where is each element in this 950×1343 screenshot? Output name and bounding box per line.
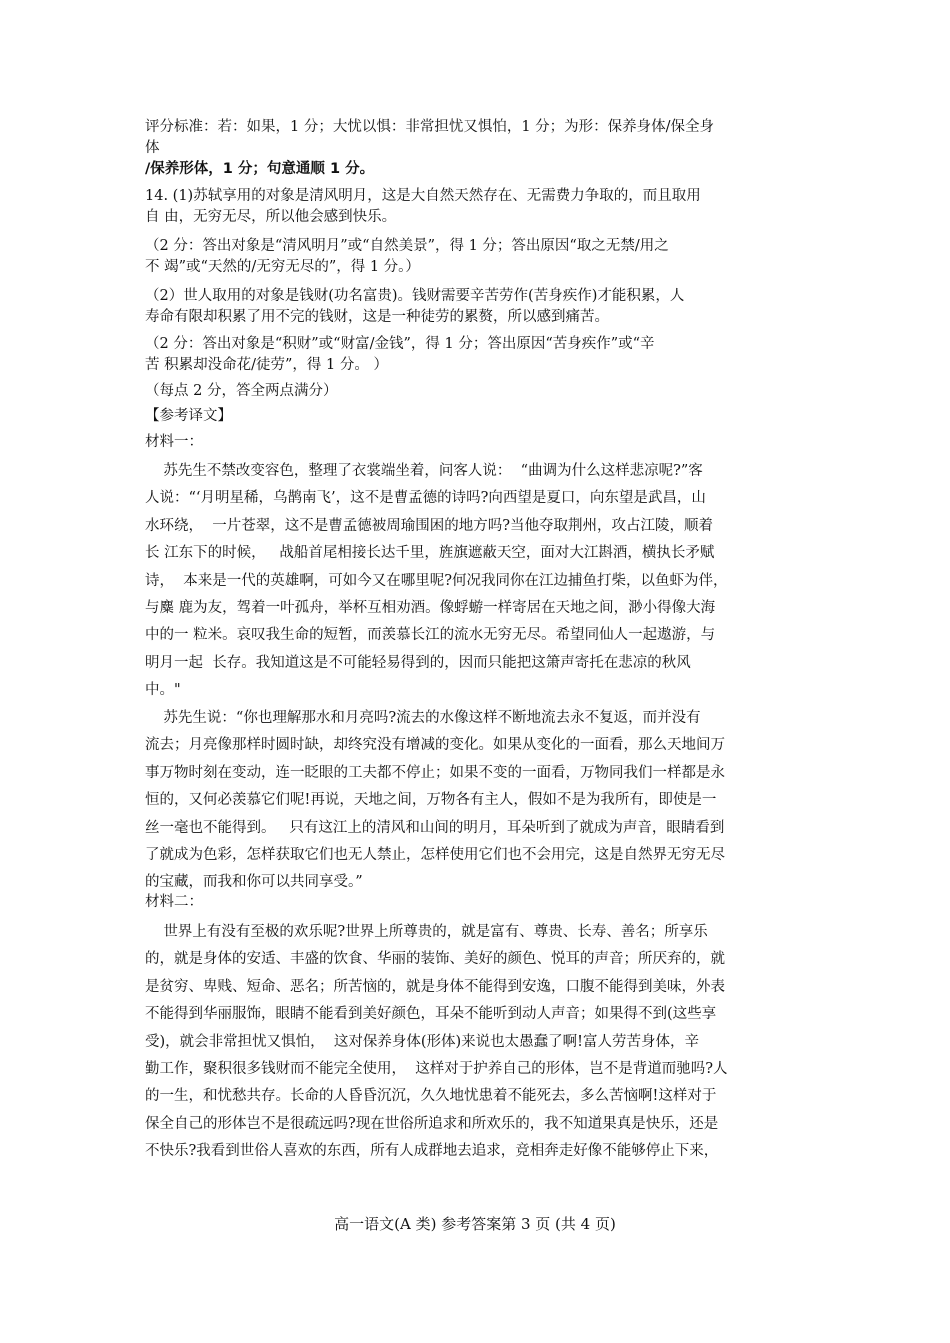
text-line: 是贫穷、卑贱、短命、恶名；所苦恼的，就是身体不能得到安逸，口腹不能得到美味，外表 bbox=[145, 978, 725, 995]
text-line: 中的一 粒米。哀叹我生命的短暂，而羡慕长江的流水无穷无尽。希望同仙人一起遨游，与 bbox=[145, 627, 716, 644]
q14-part2 bbox=[145, 286, 810, 328]
text-line: 苏先生说：“你也理解那水和月亮吗?流去的水像这样不断地流去永不复返，而并没有 bbox=[145, 710, 701, 726]
text-line: 长 江东下的时候， 战船首尾相接长达千里，旌旗遮蔽天空，面对大江斟酒，横执长矛赋 bbox=[145, 545, 715, 562]
text-line: （2 分：答出对象是“积财”或“财富/金钱”，得 1 分；答出原因“苦身疾作”或“辛 bbox=[145, 336, 655, 352]
q14-part2-score bbox=[145, 334, 810, 376]
text-line: 事万物时刻在变动，连一眨眼的工夫都不停止；如果不变的一面看，万物同我们一样都是永 bbox=[145, 764, 725, 781]
material-one-paragraph-1 bbox=[145, 458, 810, 705]
text-line: 丝一毫也不能得到。 只有这江上的清风和山间的明月，耳朵听到了就成为声音，眼睛看到 bbox=[145, 819, 725, 836]
text-line: 体 bbox=[145, 140, 160, 156]
text-line: 恒的，又何必羡慕它们呢!再说，天地之间，万物各有主人，假如不是为我所有，即使是一 bbox=[145, 792, 717, 809]
material-one-label bbox=[145, 432, 810, 453]
text-line: 世界上有没有至极的欢乐呢?世界上所尊贵的，就是富有、尊贵、长寿、善名；所享乐 bbox=[145, 924, 708, 940]
text-line: 流去；月亮像那样时圆时缺，却终究没有增减的变化。如果从变化的一面看，那么天地间万 bbox=[145, 737, 725, 754]
text-line: 受)，就会非常担忧又惧怕， 这对保养身体(形体)来说也太愚蠢了啊!富人劳苦身体，辛 bbox=[145, 1033, 700, 1050]
material-two-paragraph bbox=[145, 919, 810, 1166]
page-footer: 高一语文(A 类) 参考答案第 3 页 (共 4 页) bbox=[334, 1215, 616, 1233]
text-line: 的，就是身体的安适、丰盛的饮食、华丽的装饰、美好的颜色、悦耳的声音；所厌弃的，就 bbox=[145, 951, 725, 968]
scoring-criteria bbox=[145, 117, 810, 159]
material-one-paragraph-2 bbox=[145, 705, 810, 897]
text-line: 不 竭”或“天然的/无穷无尽的”，得 1 分。） bbox=[145, 259, 420, 275]
text-line: 【参考译文】 bbox=[145, 408, 232, 424]
per-point-note bbox=[145, 381, 810, 402]
scoring-bold-line bbox=[145, 159, 810, 180]
text-line: 水环绕， 一片苍翠，这不是曹孟德被周瑜围困的地方吗?当他夺取荆州，攻占江陵，顺着 bbox=[145, 517, 713, 534]
text-line: 的宝藏，而我和你可以共同享受。” bbox=[145, 874, 363, 891]
text-line: 苏先生不禁改变容色，整理了衣裳端坐着，问客人说： “曲调为什么这样悲凉呢?”客 bbox=[145, 463, 703, 479]
text-line: 寿命有限却积累了用不完的钱财，这是一种徒劳的累赘，所以感到痛苦。 bbox=[145, 309, 609, 325]
reference-translation-header bbox=[145, 406, 810, 427]
text-line: 材料二： bbox=[145, 894, 203, 910]
q14-part1-score bbox=[145, 236, 810, 278]
text-line: 保全自己的形体岂不是很疏远吗?现在世俗所追求和所欢乐的，我不知道果真是快乐，还是 bbox=[145, 1115, 719, 1132]
q14-part1 bbox=[145, 186, 810, 228]
text-line: 勤工作，聚积很多钱财而不能完全使用， 这样对于护养自己的形体，岂不是背道而驰吗?人 bbox=[145, 1060, 728, 1077]
text-line: 自 由，无穷无尽，所以他会感到快乐。 bbox=[145, 209, 397, 225]
text-line: 苦 积累却没命花/徒劳”，得 1 分。 ） bbox=[145, 357, 388, 373]
text-line: /保养形体，1 分；句意通顺 1 分。 bbox=[145, 161, 375, 177]
material-two-label bbox=[145, 892, 810, 913]
text-line: 不快乐?我看到世俗人喜欢的东西，所有人成群地去追求，竞相奔走好像不能够停止下来， bbox=[145, 1143, 719, 1160]
text-line: 评分标准：若：如果，1 分；大忧以惧：非常担忧又惧怕，1 分；为形：保养身体/保全身 bbox=[145, 119, 715, 135]
text-line: （每点 2 分，答全两点满分） bbox=[145, 383, 338, 399]
text-line: 中。" bbox=[145, 682, 181, 699]
text-line: 材料一： bbox=[145, 434, 203, 450]
text-line: 与麋 鹿为友，驾着一叶孤舟，举杯互相劝酒。像蜉蝣一样寄居在天地之间，渺小得像大海 bbox=[145, 599, 716, 616]
text-line: 14. (1)苏轼享用的对象是清风明月，这是大自然天然存在、无需费力争取的，而且取用 bbox=[145, 188, 701, 204]
text-line: 人说：“‘月明星稀，乌鹊南飞’，这不是曹孟德的诗吗?向西望是夏口，向东望是武昌，山 bbox=[145, 490, 706, 507]
text-line: （2）世人取用的对象是钱财(功名富贵)。钱财需要辛苦劳作(苦身疾作)才能积累，人 bbox=[145, 288, 685, 304]
text-line: 明月一起 长存。我知道这是不可能轻易得到的，因而只能把这箫声寄托在悲凉的秋风 bbox=[145, 654, 691, 671]
text-line: 了就成为色彩，怎样获取它们也无人禁止，怎样使用它们也不会用完，这是自然界无穷无尽 bbox=[145, 846, 725, 863]
text-line: （2 分：答出对象是“清风明月”或“自然美景”，得 1 分；答出原因“取之无禁/用之 bbox=[145, 238, 669, 254]
text-line: 的一生，和忧愁共存。长命的人昏昏沉沉，久久地忧患着不能死去，多么苦恼啊!这样对于 bbox=[145, 1088, 717, 1105]
text-line: 不能得到华丽服饰，眼睛不能看到美好颜色，耳朵不能听到动人声音；如果得不到(这些享 bbox=[145, 1006, 717, 1023]
text-line: 诗， 本来是一代的英雄啊，可如今又在哪里呢?何况我同你在江边捕鱼打柴，以鱼虾为伴， bbox=[145, 572, 728, 589]
